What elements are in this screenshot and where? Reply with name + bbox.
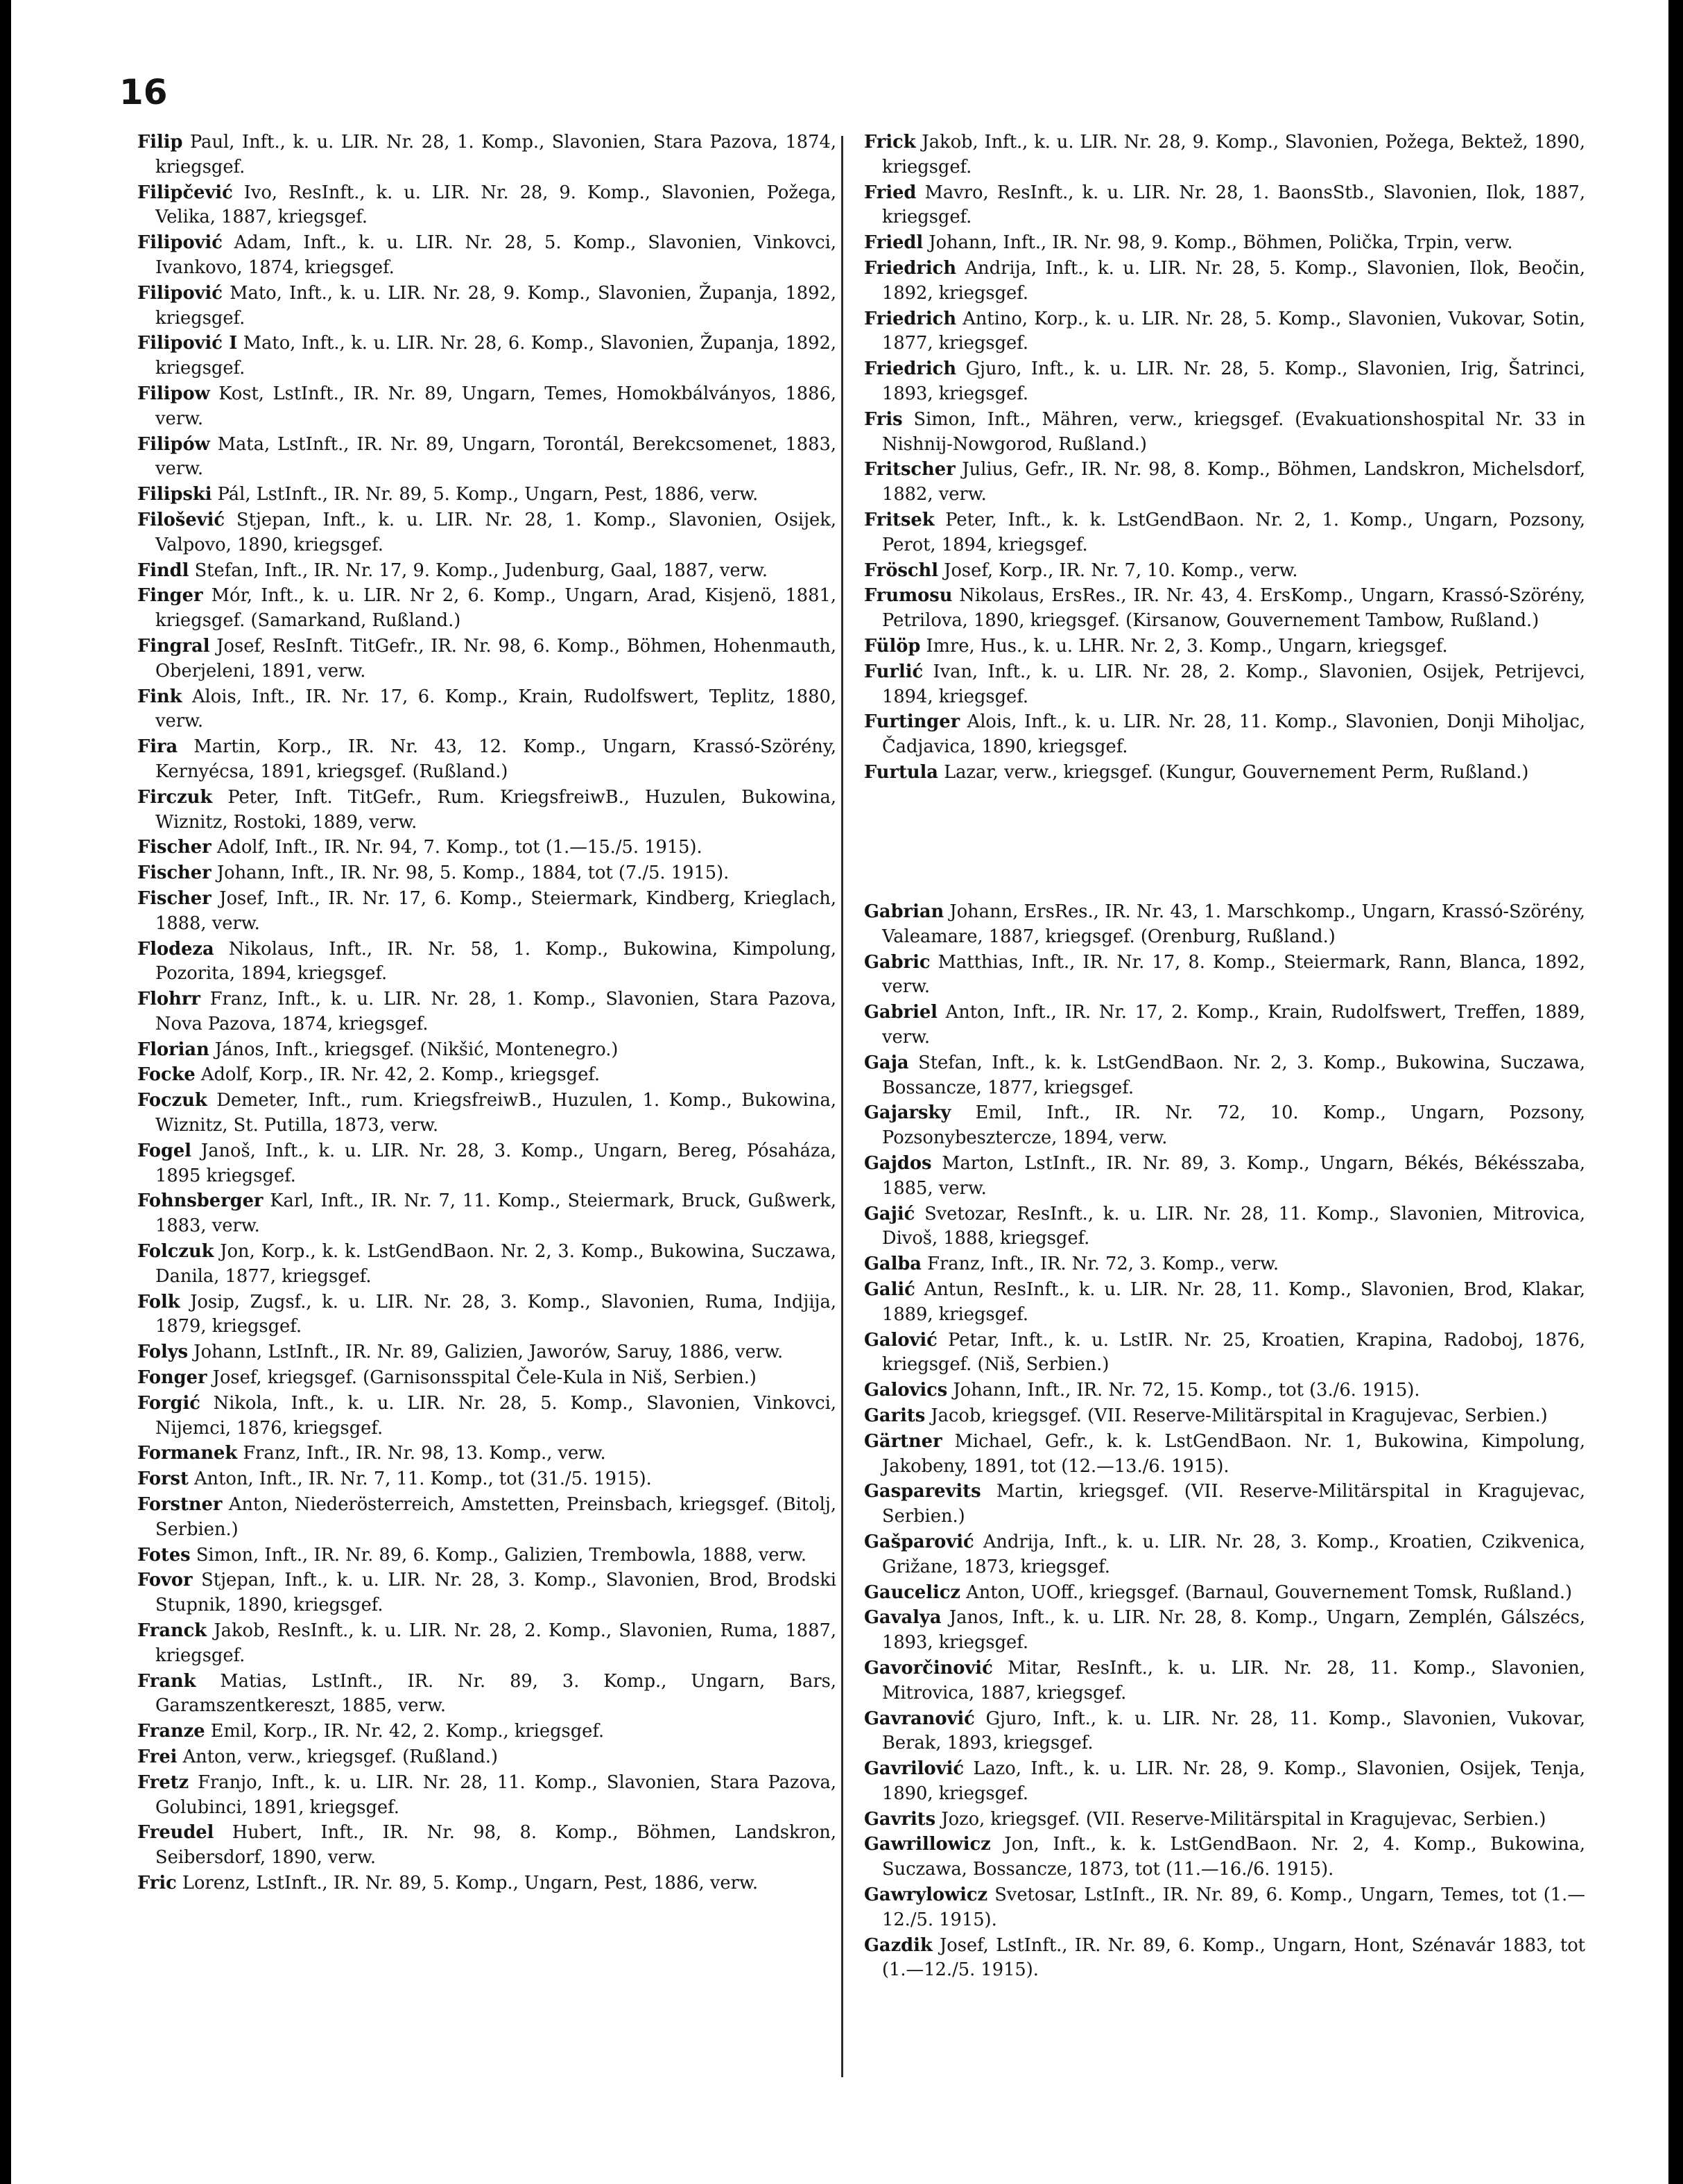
casualty-entry: [864, 634, 1585, 659]
entry-details: Jacob, kriegsgef. (VII. Reserve-Militärspital in Kragujevac, Serbien.): [931, 1405, 1548, 1426]
entry-details: Mavro, ResInft., k. u. LIR. Nr. 28, 1. BaonsStb., Slavonien, Ilok, 1887, kriegsgef.: [882, 182, 1585, 228]
entry-details: Mato, Inft., k. u. LIR. Nr. 28, 6. Komp., Slavonien, Županja, 1892, kriegsgef.: [155, 333, 836, 379]
entry-surname: Furtula: [864, 761, 938, 783]
entry-surname: Franze: [137, 1721, 205, 1742]
casualty-entry: [864, 130, 1585, 180]
entry-surname: Gawrylowicz: [864, 1884, 988, 1906]
casualty-entry: [137, 382, 836, 432]
casualty-entry: [864, 1430, 1585, 1480]
entry-details: Lazo, Inft., k. u. LIR. Nr. 28, 9. Komp., Slavonien, Osijek, Tenja, 1890, kriegsgef.: [882, 1758, 1585, 1804]
casualty-entry: [864, 1000, 1585, 1050]
casualty-entry: [864, 1051, 1585, 1101]
casualty-entry: [137, 1392, 836, 1441]
casualty-entry: [864, 761, 1585, 786]
casualty-entry: [864, 408, 1585, 458]
casualty-entry: [864, 1606, 1585, 1656]
casualty-entry: [137, 987, 836, 1037]
casualty-entry: [864, 458, 1585, 508]
casualty-entry: [137, 1467, 836, 1492]
entry-surname: Filipović: [137, 232, 223, 254]
entry-details: Martin, Korp., IR. Nr. 43, 12. Komp., Ungarn, Krassó-Szörény, Kernyécsa, 1891, kriegsgef. (Rußland.): [155, 736, 837, 782]
entry-surname: Fritsek: [864, 509, 935, 530]
casualty-entry: [864, 357, 1585, 407]
column-divider: [841, 136, 843, 2077]
entry-surname: Foczuk: [137, 1090, 207, 1111]
casualty-entry: [864, 710, 1585, 760]
entry-surname: Frank: [137, 1670, 196, 1692]
entry-details: Lazar, verw., kriegsgef. (Kungur, Gouvernement Perm, Rußland.): [944, 761, 1529, 783]
entry-surname: Fotes: [137, 1544, 191, 1566]
entry-details: Mato, Inft., k. u. LIR. Nr. 28, 9. Komp., Slavonien, Županja, 1892, kriegsgef.: [155, 282, 836, 329]
casualty-entry: [864, 1883, 1585, 1933]
casualty-entry: [137, 584, 836, 634]
entry-details: Jon, Inft., k. k. LstGendBaon. Nr. 2, 4. Komp., Bukowina, Suczawa, Bossancze, 1873, tot (11.—16./6. 1915).: [882, 1834, 1585, 1880]
entry-details: Mór, Inft., k. u. LIR. Nr 2, 6. Komp., Ungarn, Arad, Kisjenö, 1881, kriegsgef. (Samarkand, Rußland.): [155, 585, 837, 632]
entry-details: Franz, Inft., IR. Nr. 72, 3. Komp., verw.: [927, 1254, 1279, 1275]
entry-details: Antun, ResInft., k. u. LIR. Nr. 28, 11. Komp., Slavonien, Brod, Klakar, 1889, kriegsgef.: [882, 1279, 1586, 1325]
casualty-entry: [137, 887, 836, 937]
casualty-entry: [864, 1581, 1585, 1606]
casualty-entry: [137, 433, 836, 483]
entry-details: Nikola, Inft., k. u. LIR. Nr. 28, 5. Komp., Slavonien, Vinkovci, Nijemci, 1876, kriegsgef.: [155, 1392, 836, 1439]
entry-details: Pál, LstInft., IR. Nr. 89, 5. Komp., Ungarn, Pest, 1886, verw.: [217, 484, 759, 505]
casualty-entry: [137, 835, 836, 860]
casualty-entry: [864, 1252, 1585, 1277]
document-page: [11, 0, 1668, 2184]
casualty-entry: [137, 331, 836, 381]
entry-details: Emil, Korp., IR. Nr. 42, 2. Komp., kriegsgef.: [210, 1721, 605, 1742]
entry-details: Matthias, Inft., IR. Nr. 17, 8. Komp., Steiermark, Rann, Blanca, 1892, verw.: [882, 951, 1585, 998]
casualty-entry: [137, 1139, 836, 1189]
entry-details: Adolf, Inft., IR. Nr. 94, 7. Komp., tot (1.—15./5. 1915).: [216, 837, 702, 858]
entry-surname: Fischer: [137, 837, 212, 858]
casualty-entry: [864, 1934, 1585, 1984]
entry-details: János, Inft., kriegsgef. (Nikšić, Montenegro.): [214, 1039, 619, 1060]
entry-surname: Franck: [137, 1620, 207, 1642]
entry-surname: Furlić: [864, 661, 924, 682]
entry-details: Stefan, Inft., IR. Nr. 17, 9. Komp., Judenburg, Gaal, 1887, verw.: [194, 560, 768, 581]
right-column-f-entries: [864, 130, 1585, 786]
entry-details: Gjuro, Inft., k. u. LIR. Nr. 28, 5. Komp., Slavonien, Irig, Šatrinci, 1893, kriegsgef.: [882, 358, 1585, 404]
entry-surname: Gavorčinović: [864, 1657, 993, 1679]
entry-details: Anton, Inft., IR. Nr. 17, 2. Komp., Krain, Rudolfswert, Treffen, 1889, verw.: [882, 1002, 1585, 1048]
casualty-entry: [864, 1757, 1585, 1807]
entry-details: Mata, LstInft., IR. Nr. 89, Ungarn, Torontál, Berekcsomenet, 1883, verw.: [155, 433, 836, 480]
entry-details: Johann, Inft., IR. Nr. 98, 9. Komp., Böhmen, Polička, Trpin, verw.: [929, 232, 1513, 254]
entry-details: Julius, Gefr., IR. Nr. 98, 8. Komp., Böhmen, Landskron, Michelsdorf, 1882, verw.: [882, 459, 1585, 505]
entry-details: Anton, Niederösterreich, Amstetten, Preinsbach, kriegsgef. (Bitolj, Serbien.): [155, 1494, 836, 1540]
entry-surname: Frei: [137, 1747, 178, 1767]
casualty-entry: [864, 1202, 1585, 1252]
entry-details: Andrija, Inft., k. u. LIR. Nr. 28, 5. Komp., Slavonien, Ilok, Beočin, 1892, kriegsgef.: [882, 257, 1586, 304]
entry-surname: Gasparevits: [864, 1481, 981, 1502]
entry-surname: Friedrich: [864, 257, 956, 279]
entry-surname: Fira: [137, 736, 178, 758]
casualty-entry: [864, 1656, 1585, 1706]
entry-details: Josef, kriegsgef. (Garnisonsspital Čele-Kula in Niš, Serbien.): [212, 1367, 757, 1389]
casualty-entry: [864, 660, 1585, 710]
entry-surname: Folczuk: [137, 1241, 214, 1263]
entry-details: Johann, Inft., IR. Nr. 98, 5. Komp., 1884, tot (7./5. 1915).: [216, 863, 730, 884]
entry-surname: Galba: [864, 1254, 922, 1275]
entry-details: Svetosar, LstInft., IR. Nr. 89, 6. Komp., Ungarn, Temes, tot (1.—12./5. 1915).: [882, 1884, 1585, 1930]
casualty-entry: [864, 1707, 1585, 1757]
casualty-entry: [137, 1290, 836, 1340]
casualty-entry: [864, 257, 1585, 306]
entry-surname: Filipow: [137, 383, 210, 404]
entry-surname: Fülöp: [864, 635, 921, 657]
casualty-entry: [864, 1808, 1585, 1832]
casualty-entry: [864, 231, 1585, 256]
casualty-entry: [137, 1189, 836, 1239]
entry-surname: Filipów: [137, 433, 210, 455]
entry-surname: Filošević: [137, 509, 225, 530]
entry-surname: Flodeza: [137, 938, 214, 960]
entry-surname: Gaja: [864, 1052, 909, 1073]
entry-surname: Gawrillowicz: [864, 1834, 991, 1855]
entry-details: Andrija, Inft., k. u. LIR. Nr. 28, 3. Komp., Kroatien, Czikvenica, Grižane, 1873, kriegsgef.: [882, 1531, 1585, 1577]
entry-surname: Formanek: [137, 1443, 238, 1464]
casualty-entry: [864, 1480, 1585, 1529]
casualty-entry: [137, 634, 836, 684]
entry-surname: Fritscher: [864, 459, 956, 480]
entry-details: Hubert, Inft., IR. Nr. 98, 8. Komp., Böhmen, Landskron, Seibersdorf, 1890, verw.: [155, 1822, 836, 1869]
entry-surname: Gärtner: [864, 1430, 942, 1452]
casualty-entry: [137, 786, 836, 835]
entry-details: Josef, ResInft. TitGefr., IR. Nr. 98, 6. Komp., Böhmen, Hohenmauth, Oberjeleni, 1891, verw.: [155, 635, 836, 682]
entry-surname: Gabrian: [864, 901, 944, 922]
entry-surname: Forst: [137, 1468, 189, 1490]
casualty-entry: [864, 1832, 1585, 1882]
entry-surname: Fink: [137, 686, 182, 707]
entry-details: Anton, Inft., IR. Nr. 7, 11. Komp., tot (31./5. 1915).: [194, 1468, 652, 1490]
casualty-entry: [137, 1543, 836, 1568]
entry-details: Imre, Hus., k. u. LHR. Nr. 2, 3. Komp., Ungarn, kriegsgef.: [926, 635, 1448, 657]
entry-surname: Focke: [137, 1064, 196, 1086]
casualty-entry: [864, 951, 1585, 1000]
casualty-entry: [137, 559, 836, 584]
entry-surname: Folk: [137, 1291, 180, 1312]
entry-surname: Friedl: [864, 232, 924, 254]
entry-surname: Gajarsky: [864, 1102, 951, 1124]
entry-surname: Gavrilović: [864, 1758, 965, 1780]
entry-surname: Fretz: [137, 1771, 189, 1793]
entry-surname: Filipski: [137, 484, 212, 505]
entry-surname: Fris: [864, 408, 903, 430]
entry-surname: Florian: [137, 1039, 209, 1060]
entry-surname: Gabriel: [864, 1002, 938, 1023]
entry-details: Simon, Inft., Mähren, verw., kriegsgef. (Evakuationshospital Nr. 33 in Nishnij-Nowgorod, Rußland.): [882, 408, 1586, 455]
entry-details: Petar, Inft., k. u. LstIR. Nr. 25, Kroatien, Krapina, Radoboj, 1876, kriegsgef. (Niš, Serbien.): [882, 1329, 1585, 1376]
entry-surname: Findl: [137, 560, 189, 581]
casualty-entry: [137, 1063, 836, 1088]
entry-surname: Galović: [864, 1329, 938, 1351]
entry-surname: Gazdik: [864, 1934, 933, 1956]
entry-details: Matias, LstInft., IR. Nr. 89, 3. Komp., Ungarn, Bars, Garamszentkereszt, 1885, verw.: [155, 1670, 836, 1717]
entry-surname: Garits: [864, 1405, 926, 1426]
casualty-entry: [137, 735, 836, 785]
casualty-entry: [864, 1101, 1585, 1151]
entry-details: Martin, kriegsgef. (VII. Reserve-Militärspital in Kragujevac, Serbien.): [882, 1481, 1585, 1527]
entry-details: Kost, LstInft., IR. Nr. 89, Ungarn, Temes, Homokbálványos, 1886, verw.: [155, 383, 837, 429]
casualty-entry: [137, 1719, 836, 1744]
casualty-entry: [137, 1366, 836, 1391]
entry-surname: Galić: [864, 1279, 915, 1300]
entry-details: Nikolaus, ErsRes., IR. Nr. 43, 4. ErsKomp., Ungarn, Krassó-Szörény, Petrilova, 1890, kriegsgef. (Kirsanow, Gouvernement Tambow, Rußland.): [882, 585, 1585, 632]
page-number: 16: [119, 72, 168, 112]
casualty-entry: [137, 937, 836, 987]
entry-details: Johann, LstInft., IR. Nr. 89, Galizien, Jaworów, Saruy, 1886, verw.: [193, 1342, 784, 1363]
entry-surname: Folys: [137, 1342, 189, 1363]
entry-details: Paul, Inft., k. u. LIR. Nr. 28, 1. Komp., Slavonien, Stara Pazova, 1874, kriegsgef.: [155, 132, 836, 177]
entry-details: Anton, verw., kriegsgef. (Rußland.): [182, 1747, 499, 1767]
casualty-entry: [137, 1771, 836, 1821]
entry-details: Josef, Korp., IR. Nr. 7, 10. Komp., verw.: [944, 560, 1298, 581]
casualty-entry: [137, 231, 836, 281]
entry-details: Stjepan, Inft., k. u. LIR. Nr. 28, 1. Komp., Slavonien, Osijek, Valpovo, 1890, kriegsgef.: [155, 509, 836, 555]
entry-surname: Gabric: [864, 951, 931, 973]
entry-details: Demeter, Inft., rum. KriegsfreiwB., Huzulen, 1. Komp., Bukowina, Wiznitz, St. Putilla, 1873, verw.: [155, 1090, 837, 1136]
entry-surname: Filipović I: [137, 333, 238, 354]
casualty-entry: [137, 483, 836, 508]
entry-surname: Finger: [137, 585, 203, 607]
casualty-entry: [137, 1240, 836, 1290]
entry-details: Peter, Inft. TitGefr., Rum. KriegsfreiwB., Huzulen, Bukowina, Wiznitz, Rostoki, 1889, verw.: [155, 786, 836, 833]
entry-details: Franz, Inft., IR. Nr. 98, 13. Komp., verw.: [243, 1443, 606, 1464]
left-column: [137, 130, 836, 1897]
entry-details: Adolf, Korp., IR. Nr. 42, 2. Komp., kriegsgef.: [200, 1064, 601, 1086]
entry-surname: Frumosu: [864, 585, 953, 607]
casualty-entry: [137, 1340, 836, 1365]
entry-details: Ivan, Inft., k. u. LIR. Nr. 28, 2. Komp., Slavonien, Osijek, Petrijevci, 1894, kriegsgef.: [882, 661, 1585, 707]
entry-surname: Flohrr: [137, 989, 200, 1010]
casualty-entry: [137, 861, 836, 886]
entry-surname: Frick: [864, 132, 916, 153]
casualty-entry: [864, 1278, 1585, 1328]
entry-details: Stefan, Inft., k. k. LstGendBaon. Nr. 2, 3. Komp., Bukowina, Suczawa, Bossancze, 1877, kriegsgef.: [882, 1052, 1585, 1098]
entry-surname: Fried: [864, 182, 917, 203]
entry-details: Jakob, ResInft., k. u. LIR. Nr. 28, 2. Komp., Slavonien, Ruma, 1887, kriegsgef.: [155, 1620, 836, 1666]
entry-surname: Friedrich: [864, 308, 956, 329]
entry-details: Emil, Inft., IR. Nr. 72, 10. Komp., Ungarn, Pozsony, Pozsonybesztercze, 1894, verw.: [882, 1102, 1585, 1149]
entry-details: Nikolaus, Inft., IR. Nr. 58, 1. Komp., Bukowina, Kimpolung, Pozorita, 1894, kriegsgef.: [155, 938, 836, 985]
entry-details: Gjuro, Inft., k. u. LIR. Nr. 28, 11. Komp., Slavonien, Vukovar, Berak, 1893, kriegsgef.: [882, 1708, 1585, 1754]
entry-details: Lorenz, LstInft., IR. Nr. 89, 5. Komp., Ungarn, Pest, 1886, verw.: [182, 1872, 758, 1893]
entry-details: Josip, Zugsf., k. u. LIR. Nr. 28, 3. Komp., Slavonien, Ruma, Indjija, 1879, kriegsgef.: [155, 1291, 836, 1337]
entry-surname: Fovor: [137, 1570, 193, 1591]
entry-surname: Forstner: [137, 1494, 223, 1516]
entry-surname: Furtinger: [864, 711, 960, 733]
casualty-entry: [864, 1404, 1585, 1429]
casualty-entry: [864, 1530, 1585, 1580]
casualty-entry: [137, 508, 836, 558]
entry-surname: Filip: [137, 132, 183, 153]
entry-details: Josef, Inft., IR. Nr. 17, 6. Komp., Steiermark, Kindberg, Krieglach, 1888, verw.: [155, 887, 836, 934]
entry-surname: Friedrich: [864, 358, 956, 380]
casualty-entry: [137, 1568, 836, 1618]
entry-details: Marton, LstInft., IR. Nr. 89, 3. Komp., Ungarn, Békés, Békésszaba, 1885, verw.: [882, 1152, 1585, 1199]
casualty-entry: [864, 508, 1585, 558]
entry-surname: Fischer: [137, 863, 212, 884]
casualty-entry: [137, 1670, 836, 1719]
entry-details: Janos, Inft., k. u. LIR. Nr. 28, 8. Komp., Ungarn, Zemplén, Gálszécs, 1893, kriegsgef.: [882, 1607, 1586, 1654]
entry-details: Jakob, Inft., k. u. LIR. Nr. 28, 9. Komp., Slavonien, Požega, Bektež, 1890, kriegsgef.: [882, 132, 1585, 177]
entry-surname: Fohnsberger: [137, 1190, 264, 1212]
casualty-entry: [864, 1378, 1585, 1403]
entry-surname: Gašparović: [864, 1531, 974, 1552]
casualty-entry: [864, 584, 1585, 634]
casualty-entry: [864, 1152, 1585, 1202]
entry-details: Johann, Inft., IR. Nr. 72, 15. Komp., tot (3./6. 1915).: [953, 1380, 1420, 1401]
entry-surname: Filipčević: [137, 182, 233, 203]
entry-surname: Firczuk: [137, 786, 213, 808]
casualty-entry: [864, 559, 1585, 584]
entry-details: Mitar, ResInft., k. u. LIR. Nr. 28, 11. Komp., Slavonien, Mitrovica, 1887, kriegsgef.: [882, 1657, 1585, 1704]
entry-surname: Freudel: [137, 1822, 214, 1844]
entry-details: Stjepan, Inft., k. u. LIR. Nr. 28, 3. Komp., Slavonien, Brod, Brodski Stupnik, 1890, kriegsgef.: [155, 1570, 836, 1616]
casualty-entry: [137, 1619, 836, 1669]
entry-surname: Fingral: [137, 635, 210, 657]
casualty-entry: [137, 1038, 836, 1063]
entry-details: Simon, Inft., IR. Nr. 89, 6. Komp., Galizien, Trembowla, 1888, verw.: [196, 1544, 806, 1566]
right-column-g-entries: [864, 900, 1585, 1984]
casualty-entry: [137, 1493, 836, 1543]
casualty-entry: [137, 1871, 836, 1896]
entry-details: Peter, Inft., k. k. LstGendBaon. Nr. 2, 1. Komp., Ungarn, Pozsony, Perot, 1894, kriegsgef.: [882, 509, 1585, 555]
entry-details: Svetozar, ResInft., k. u. LIR. Nr. 28, 11. Komp., Slavonien, Mitrovica, Divoš, 1888, kriegsgef.: [882, 1203, 1585, 1249]
entry-details: Franz, Inft., k. u. LIR. Nr. 28, 1. Komp., Slavonien, Stara Pazova, Nova Pazova, 1874, kriegsgef.: [155, 989, 836, 1034]
entry-details: Alois, Inft., IR. Nr. 17, 6. Komp., Krain, Rudolfswert, Teplitz, 1880, verw.: [155, 686, 836, 732]
entry-details: Franjo, Inft., k. u. LIR. Nr. 28, 11. Komp., Slavonien, Stara Pazova, Golubinci, 1891, kriegsgef.: [155, 1771, 836, 1818]
casualty-entry: [864, 900, 1585, 950]
entry-surname: Gavrits: [864, 1808, 936, 1830]
casualty-entry: [137, 130, 836, 180]
entry-details: Josef, LstInft., IR. Nr. 89, 6. Komp., Ungarn, Hont, Szénavár 1883, tot (1.—12./5. 1915).: [882, 1934, 1585, 1981]
entry-surname: Fröschl: [864, 560, 938, 581]
entry-surname: Fogel: [137, 1140, 192, 1161]
entry-surname: Gajdos: [864, 1152, 932, 1174]
entry-surname: Fischer: [137, 887, 212, 909]
casualty-entry: [137, 281, 836, 331]
entry-surname: Galovics: [864, 1380, 948, 1401]
entry-surname: Gavranović: [864, 1708, 975, 1729]
entry-details: Michael, Gefr., k. k. LstGendBaon. Nr. 1, Bukowina, Kimpolung, Jakobeny, 1891, tot (12.—13./6. 1915).: [882, 1430, 1585, 1477]
casualty-entry: [137, 1441, 836, 1466]
entry-details: Johann, ErsRes., IR. Nr. 43, 1. Marschkomp., Ungarn, Krassó-Szörény, Valeamare, 1887, kriegsgef. (Orenburg, Rußland.): [882, 901, 1585, 947]
entry-details: Alois, Inft., k. u. LIR. Nr. 28, 11. Komp., Slavonien, Donji Miholjac, Čadjavica, 1890, kriegsgef.: [882, 711, 1585, 758]
casualty-entry: [137, 181, 836, 231]
entry-surname: Fonger: [137, 1367, 207, 1389]
entry-details: Janoš, Inft., k. u. LIR. Nr. 28, 3. Komp., Ungarn, Bereg, Pósaháza, 1895 kriegsgef.: [155, 1140, 836, 1186]
entry-surname: Gavalya: [864, 1607, 942, 1629]
entry-details: Antino, Korp., k. u. LIR. Nr. 28, 5. Komp., Slavonien, Vukovar, Sotin, 1877, kriegsgef.: [882, 308, 1585, 354]
entry-surname: Gaucelicz: [864, 1581, 960, 1603]
entry-details: Karl, Inft., IR. Nr. 7, 11. Komp., Steiermark, Bruck, Gußwerk, 1883, verw.: [155, 1190, 836, 1237]
casualty-entry: [137, 1821, 836, 1871]
casualty-entry: [137, 685, 836, 735]
entry-details: Ivo, ResInft., k. u. LIR. Nr. 28, 9. Komp., Slavonien, Požega, Velika, 1887, kriegsgef.: [155, 182, 836, 228]
entry-surname: Fric: [137, 1872, 177, 1893]
casualty-entry: [864, 307, 1585, 357]
entry-surname: Filipović: [137, 282, 223, 304]
casualty-entry: [137, 1089, 836, 1138]
casualty-entry: [864, 181, 1585, 231]
entry-surname: Gajić: [864, 1203, 915, 1224]
entry-details: Adam, Inft., k. u. LIR. Nr. 28, 5. Komp., Slavonien, Vinkovci, Ivankovo, 1874, kriegsgef.: [155, 232, 836, 278]
entry-details: Jon, Korp., k. k. LstGendBaon. Nr. 2, 3. Komp., Bukowina, Suczawa, Danila, 1877, kriegsgef.: [155, 1241, 836, 1287]
casualty-entry: [864, 1328, 1585, 1378]
casualty-entry: [137, 1745, 836, 1770]
entry-details: Anton, UOff., kriegsgef. (Barnaul, Gouvernement Tomsk, Rußland.): [966, 1581, 1573, 1603]
entry-surname: Forgić: [137, 1392, 200, 1414]
entry-details: Jozo, kriegsgef. (VII. Reserve-Militärspital in Kragujevac, Serbien.): [941, 1808, 1546, 1830]
